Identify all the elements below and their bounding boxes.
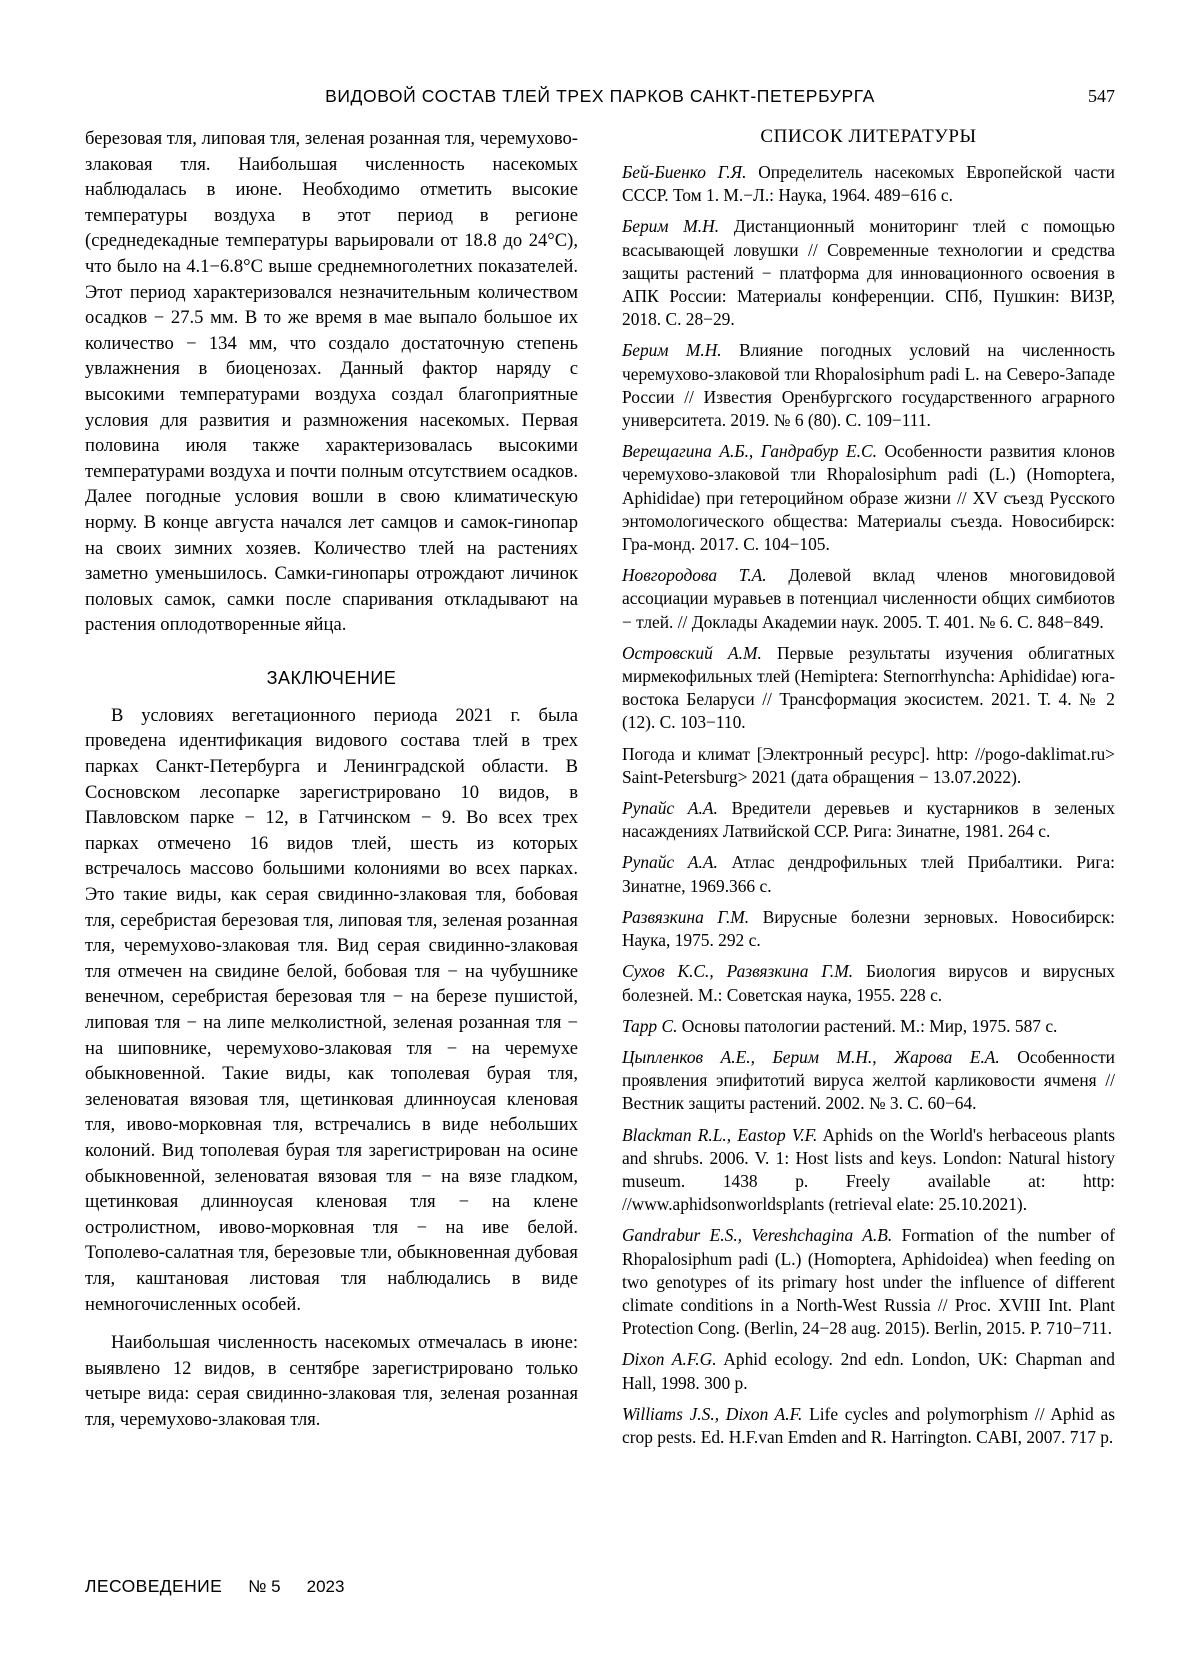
continued-paragraph: березовая тля, липовая тля, зеленая розанная тля, черемухово-злаковая тля. Наибольшая численность насекомых наблюдалась в июне. Необходимо отметить высокие температуры воздуха в этот период в регионе (среднедекадные температуры варьировали от 18.8 до 24°С), что было на 4.1−6.8°С выше среднемноголетних показателей. Этот период характеризовался незначительным количеством осадков − 27.5 мм. В то же время в мае выпало большое их количество − 134 мм, что создало достаточную степень увлажнения в биоценозах. Данный фактор наряду с высокими температурами воздуха создал благоприятные условия для развития и размножения насекомых. Первая половина июля также характеризовалась высокими температурами воздуха и почти полным отсутствием осадков. Далее погодные условия вошли в свою климатическую норму. В конце августа начался лет самцов и самок-гинопар на своих зимних хозяев. Количество тлей на растениях заметно уменьшилось. Самки-гинопары отрождают личинок половых самок, самки после спаривания откладывают на растения оплодотворенные яйца. bbox=[85, 128, 578, 636]
reference-text: Влияние погодных условий на численность черемухово-злаковой тли Rhopalosiphum padi L. на Северо-Западе России // Известия Оренбургского государственного аграрного университета. 2019. № 6 (80). С. 109−111. bbox=[622, 340, 1115, 431]
reference-item bbox=[622, 797, 1115, 843]
reference-text: Aphid ecology. 2nd edn. London, UK: Chapman and Hall, 1998. 300 p. bbox=[622, 1349, 1116, 1393]
reference-item bbox=[622, 1224, 1115, 1340]
running-head-title: ВИДОВОЙ СОСТАВ ТЛЕЙ ТРЕХ ПАРКОВ САНКТ-ПЕТЕРБУРГА bbox=[325, 86, 875, 106]
reference-item bbox=[622, 440, 1115, 556]
reference-item bbox=[622, 161, 1115, 207]
reference-item bbox=[622, 642, 1115, 735]
reference-text: Погода и климат [Электронный ресурс]. http: //pogo-daklimat.ru> Saint-Petersburg> 2021 (дата обращения − 13.07.2022). bbox=[622, 743, 1115, 787]
reference-text: Основы патологии растений. М.: Мир, 1975. 587 с. bbox=[677, 1015, 1058, 1036]
reference-item bbox=[622, 215, 1115, 331]
reference-author: Рупайс А.А. bbox=[622, 798, 718, 819]
reference-author: Тарр С. bbox=[622, 1015, 678, 1036]
reference-author: Новгородова Т.А. bbox=[622, 565, 767, 586]
reference-text: Особенности проявления эпифитотий вируса желтой карликовости ячменя // Вестник защиты растений. 2002. № 3. С. 60−64. bbox=[622, 1046, 1115, 1114]
reference-author: Берим М.Н. bbox=[622, 340, 722, 361]
reference-item bbox=[622, 851, 1115, 897]
reference-author: Gandrabur E.S., Vereshchagina A.B. bbox=[622, 1225, 893, 1246]
page-footer bbox=[85, 1576, 344, 1597]
reference-item bbox=[622, 1124, 1115, 1217]
reference-text: Aphids on the World's herbaceous plants and shrubs. 2006. V. 1: Host lists and keys. London: Natural history museum. 1438 p. Freely available at: http: //www.aphidsonworldsplants (retrieval elate: 25.10.2021). bbox=[622, 1124, 1115, 1215]
reference-author: Развязкина Г.М. bbox=[622, 906, 750, 927]
reference-item bbox=[622, 564, 1115, 634]
reference-text: Атлас дендрофильных тлей Прибалтики. Рига: Зинатне, 1969.366 с. bbox=[622, 852, 1116, 896]
reference-text: Life cycles and polymorphism // Aphid as crop pests. Ed. H.F.van Emden and R. Harrington. CABI, 2007. 717 p. bbox=[622, 1403, 1115, 1447]
references-list bbox=[622, 161, 1115, 1449]
reference-text: Первые результаты изучения облигатных мирмекофильных тлей (Hemiptera: Sternorrhyncha: Aphididae) юга-востока Беларуси // Трансформация экосистем. 2021. Т. 4. № 2 (12). С. 103−110. bbox=[622, 642, 1115, 733]
body-columns bbox=[85, 126, 1115, 1457]
reference-author: Берим М.Н. bbox=[622, 216, 720, 237]
reference-author: Рупайс А.А. bbox=[622, 852, 718, 873]
right-column bbox=[622, 126, 1115, 1457]
reference-item bbox=[622, 1015, 1115, 1038]
reference-author: Верещагина А.Б., Гандрабур Е.С. bbox=[622, 441, 877, 462]
references-heading: СПИСОК ЛИТЕРАТУРЫ bbox=[760, 126, 977, 147]
conclusion-paragraph-2: Наибольшая численность насекомых отмечалась в июне: выявлено 12 видов, в сентябре зарегистрировано только четыре вида: серая свидинно-злаковая тля, зеленая розанная тля, черемухово-злаковая тля. bbox=[85, 1332, 578, 1430]
reference-author: Сухов К.С., Развязкина Г.М. bbox=[622, 961, 854, 982]
reference-item bbox=[622, 743, 1115, 789]
reference-item bbox=[622, 1046, 1115, 1116]
reference-item bbox=[622, 960, 1115, 1006]
journal-name: ЛЕСОВЕДЕНИЕ bbox=[85, 1576, 223, 1596]
reference-item bbox=[622, 906, 1115, 952]
reference-text: Вирусные болезни зерновых. Новосибирск: Наука, 1975. 292 с. bbox=[622, 906, 1115, 951]
reference-text: Вредители деревьев и кустарников в зеленых насаждениях Латвийской ССР. Рига: Зинатне, 1981. 264 с. bbox=[622, 798, 1115, 842]
reference-author: Williams J.S., Dixon A.F. bbox=[622, 1403, 803, 1424]
reference-item bbox=[622, 1348, 1115, 1394]
reference-author: Островский А.М. bbox=[622, 642, 762, 663]
reference-author: Бей-Биенко Г.Я. bbox=[622, 162, 747, 182]
reference-text: Биология вирусов и вирусных болезней. М.: Советская наука, 1955. 228 с. bbox=[622, 961, 1115, 1005]
running-head bbox=[85, 86, 1115, 108]
issue-number: № 5 bbox=[248, 1577, 281, 1596]
page-number: 547 bbox=[1088, 86, 1115, 106]
publication-year: 2023 bbox=[306, 1577, 345, 1596]
reference-author: Цыпленков А.Е., Берим М.Н., Жарова Е.А. bbox=[622, 1046, 1000, 1067]
conclusion-paragraph-1: В условиях вегетационного периода 2021 г. была проведена идентификация видового состава тлей в трех парках Санкт-Петербурга и Ленинградской области. В Сосновском лесопарке зарегистрировано 10 видов, в Павловском парке − 12, в Гатчинском − 9. Во всех трех парках отмечено 16 видов тлей, шесть из которых встречалось массово большими колониями во всех парках. Это такие виды, как серая свидинно-злаковая тля, бобовая тля, серебристая березовая тля, липовая тля, зеленая розанная тля, черемухово-злаковая тля. Вид серая свидинно-злаковая тля отмечен на свидине белой, бобовая тля − на чубушнике венечном, серебристая березовая тля − на березе пушистой, липовая тля − на липе мелколистной, зеленая розанная тля − на шиповнике, черемухово-злаковая тля − на черемухе обыкновенной. Такие виды, как тополевая бурая тля, зеленоватая вязовая тля, щетинковая длинноусая кленовая тля, ивово-морковная тля, встречались в виде небольших колоний. Вид тополевая бурая тля зарегистрирован на осине обыкновенной, зеленоватая вязовая тля − на вязе гладком, щетинковая длинноусая кленовая тля − на клене остролистном, ивово-морковная тля − на иве белой. Тополево-салатная тля, березовые тли, обыкновенная дубовая тля, каштановая листовая тля наблюдались в виде немногочисленных особей. bbox=[85, 704, 578, 1315]
reference-text: Определитель насекомых Европейской части СССР. Том 1. М.−Л.: Наука, 1964. 489−616 с. bbox=[622, 162, 1115, 206]
reference-item bbox=[622, 339, 1115, 432]
reference-text: Formation of the number of Rhopalosiphum padi (L.) (Homoptera, Aphidoidea) when feeding on two genotypes of its primary host under the influence of different climate conditions in a North-West Russia // Proc. XVIII Int. Plant Protection Cong. (Berlin, 24−28 aug. 2015). Berlin, 2015. P. 710−711. bbox=[622, 1225, 1115, 1339]
paragraph-gap bbox=[85, 1317, 578, 1330]
reference-text: Долевой вклад членов многовидовой ассоциации муравьев в потенциал численности общих симбиотов − тлей. // Доклады Академии наук. 2005. Т. 401. № 6. С. 848−849. bbox=[622, 565, 1115, 632]
reference-text: Дистанционный мониторинг тлей с помощью всасывающей ловушки // Современные технологии и средства защиты растений − платформа для инновационного освоения в АПК России: Материалы конференции. СПб, Пушкин: ВИЗР, 2018. С. 28−29. bbox=[622, 216, 1115, 330]
reference-author: Dixon A.F.G. bbox=[622, 1349, 717, 1370]
reference-text: Особенности развития клонов черемухово-злаковой тли Rhopalosiphum padi (L.) (Homoptera, Aphididae) при гетероцийном образе жизни // XV съезд Русского энтомологического общества: Материалы съезда. Новосибирск: Гра-монд. 2017. С. 104−105. bbox=[622, 441, 1115, 555]
conclusion-heading: ЗАКЛЮЧЕНИЕ bbox=[266, 667, 397, 688]
left-column bbox=[85, 126, 578, 1457]
reference-item bbox=[622, 1403, 1115, 1449]
reference-author: Blackman R.L., Eastop V.F. bbox=[622, 1124, 818, 1145]
